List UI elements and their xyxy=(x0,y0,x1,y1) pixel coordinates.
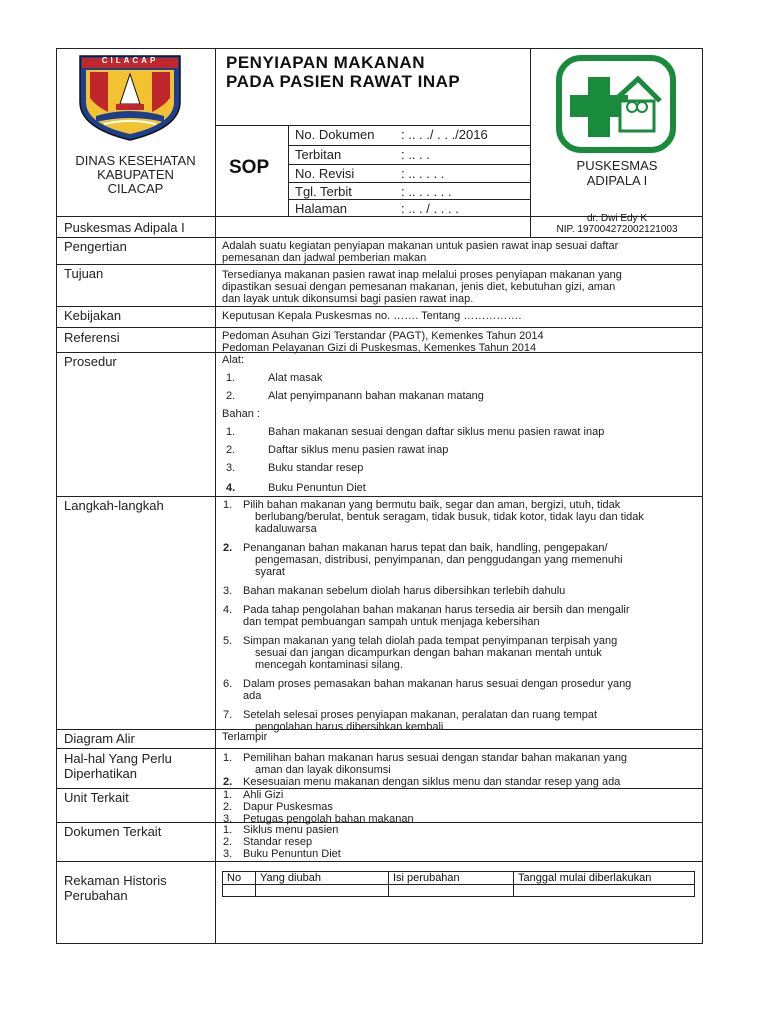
label-line: Rekaman Historis xyxy=(64,873,167,888)
item-text: Dapur Puskesmas xyxy=(243,801,333,813)
label-prosedur: Prosedur xyxy=(64,354,117,369)
meta-value: : .. . . . . . xyxy=(401,184,452,199)
list-item: 1. Ahli Gizi xyxy=(223,789,284,801)
list-item: 3. Petugas pengolah bahan makanan xyxy=(223,813,414,825)
title-line: PADA PASIEN RAWAT INAP xyxy=(226,72,461,91)
section-line xyxy=(56,748,703,749)
text-line: aman dan layak dikonsumsi xyxy=(255,764,391,776)
table-header-cell: Tanggal mulai diberlakukan xyxy=(514,872,695,885)
document-title xyxy=(226,53,460,91)
text-line: Tersedianya makanan pasien rawat inap melalui proses penyiapan makanan yang xyxy=(222,269,622,281)
list-item: 2. Penanganan bahan makanan harus tepat dan baik, handling, pengepakan/ pengemasan, distribusi, penyimpanan, dan penggudangan yang memenuhi syarat xyxy=(217,542,695,578)
langkah-list xyxy=(217,499,695,733)
right-org-name xyxy=(531,158,703,188)
section-line xyxy=(56,861,703,862)
text-line: ada xyxy=(243,690,262,702)
table-header-cell: Yang diubah xyxy=(256,872,389,885)
signer-name: dr. Dwi Edy K xyxy=(586,213,648,224)
label-hal xyxy=(64,751,172,781)
org-line: DINAS KESEHATAN xyxy=(75,153,196,168)
text-line: Pada tahap pengolahan bahan makanan harus tersedia air bersih dan mengalir xyxy=(243,604,630,616)
table-cell xyxy=(389,885,514,897)
section-line xyxy=(56,264,703,265)
bahan-list xyxy=(220,426,690,494)
text-line: Pilih bahan makanan yang bermutu baik, segar dan aman, bergizi, utuh, tidak xyxy=(243,499,621,511)
section-line xyxy=(56,237,703,238)
list-item: 1. Pemilihan bahan makanan harus sesuai dengan standar bahan makanan yang aman dan layak dikonsumsi xyxy=(217,752,695,776)
tujuan-text xyxy=(222,269,697,305)
label-dokumen: Dokumen Terkait xyxy=(64,824,162,839)
list-item: 4. Buku Penuntun Diet xyxy=(226,482,366,494)
text-line: Simpan makanan yang telah diolah pada tempat penyimpanan terpisah yang xyxy=(243,635,618,647)
meta-label: No. Dokumen xyxy=(295,127,375,142)
meta-tgl-terbit xyxy=(295,184,525,199)
section-line xyxy=(56,306,703,307)
label-line: Diperhatikan xyxy=(64,766,137,781)
list-item: 6. Dalam proses pemasakan bahan makanan harus sesuai dengan prosedur yang ada xyxy=(217,678,695,702)
list-item: 2. Daftar siklus menu pasien rawat inap xyxy=(226,444,449,456)
text-line: Setelah selesai proses penyiapan makanan, peralatan dan ruang tempat xyxy=(243,709,598,721)
meta-no-dokumen xyxy=(295,127,525,142)
label-tujuan: Tujuan xyxy=(64,266,104,281)
label-referensi: Referensi xyxy=(64,330,120,345)
meta-no-revisi xyxy=(295,166,525,181)
list-item: 7. Setelah selesai proses penyiapan makanan, peralatan dan ruang tempat pengolahan harus dibersihkan kembali xyxy=(217,709,695,733)
text-line: pengolahan harus dibersihkan kembali xyxy=(255,721,444,733)
puskesmas-logo xyxy=(556,55,676,153)
list-item: 4. Pada tahap pengolahan bahan makanan harus tersedia air bersih dan mengalir dan tempat pembuangan sampah untuk menjaga kebersihan xyxy=(217,604,695,628)
text-line: Dalam proses pemasakan bahan makanan harus sesuai dengan prosedur yang xyxy=(243,678,632,690)
list-item: 5. Simpan makanan yang telah diolah pada tempat penyimpanan terpisah yang sesuai dan jangan dicampurkan dengan bahan makanan mentah untuk mencegah kontaminasi silang. xyxy=(217,635,695,671)
table-cell xyxy=(223,885,256,897)
text-line: pemesanan dan jadwal pemberian makan xyxy=(222,252,427,264)
item-text: Buku Penuntun Diet xyxy=(243,848,341,860)
list-item: 3. Buku standar resep xyxy=(226,462,364,474)
section-line xyxy=(56,327,703,328)
list-item: 1. Bahan makanan sesuai dengan daftar siklus menu pasien rawat inap xyxy=(226,426,605,438)
item-text: Siklus menu pasien xyxy=(243,824,339,836)
meta-row-line xyxy=(288,182,530,183)
signer xyxy=(531,213,703,235)
cilacap-logo xyxy=(74,52,186,142)
meta-terbitan xyxy=(295,147,525,162)
item-text: Buku standar resep xyxy=(268,462,364,474)
table-cell xyxy=(256,885,389,897)
header-right-divider xyxy=(530,48,531,238)
title-line: PENYIAPAN MAKANAN xyxy=(226,53,425,72)
text-line: dipastikan sesuai dengan pemesanan makanan, jenis diet, kebutuhan gizi, aman xyxy=(222,281,616,293)
right-org-line: ADIPALA I xyxy=(586,173,648,188)
dokumen-list xyxy=(217,824,695,860)
text-line: Penanganan bahan makanan harus tepat dan baik, handling, pengepakan/ xyxy=(243,542,608,554)
label-pengertian: Pengertian xyxy=(64,239,127,254)
label-kebijakan: Kebijakan xyxy=(64,308,122,323)
label-diagram: Diagram Alir xyxy=(64,731,135,746)
meta-value: : .. . / . . . . xyxy=(401,201,459,216)
meta-divider xyxy=(288,125,289,216)
item-text: Ahli Gizi xyxy=(243,789,284,801)
text-line: Adalah suatu kegiatan penyiapan makanan untuk pasien rawat inap sesuai daftar xyxy=(222,240,619,252)
list-item: 2. Kesesuaian menu makanan dengan siklus menu dan standar resep yang ada xyxy=(217,776,695,788)
meta-row-line xyxy=(288,145,530,146)
hal-list xyxy=(217,752,695,788)
text-line: Bahan makanan sebelum diolah harus dibersihkan terlebih dahulu xyxy=(243,585,566,597)
meta-row-line xyxy=(288,199,530,200)
list-item: 1. Siklus menu pasien xyxy=(223,824,339,836)
org-line: KABUPATEN xyxy=(97,167,174,182)
text-line: pengemasan, distribusi, penyimpanan, dan penggudangan yang memenuhi xyxy=(255,554,623,566)
meta-value: : .. . . . . xyxy=(401,166,445,181)
referensi-text xyxy=(222,330,544,354)
list-item: 1. Alat masak xyxy=(226,372,323,384)
item-text: Alat masak xyxy=(268,372,323,384)
text-line: Pedoman Pelayanan Gizi di Puskesmas, Kemenkes Tahun 2014 xyxy=(222,342,537,354)
item-text: Buku Penuntun Diet xyxy=(268,482,366,494)
unit-left: Puskesmas Adipala I xyxy=(64,220,185,235)
label-langkah: Langkah-langkah xyxy=(64,498,164,513)
table-header-cell: Isi perubahan xyxy=(389,872,514,885)
alat-list xyxy=(220,372,690,402)
table-header-cell: No xyxy=(223,872,256,885)
item-text: Daftar siklus menu pasien rawat inap xyxy=(268,444,449,456)
text-line: dan layak untuk dikonsumsi bagi pasien rawat inap. xyxy=(222,293,474,305)
unit-list xyxy=(217,789,695,825)
meta-value: : .. . ./ . . ./2016 xyxy=(401,127,488,142)
item-text: Bahan makanan sesuai dengan daftar siklus menu pasien rawat inap xyxy=(268,426,605,438)
meta-value: : .. . . xyxy=(401,147,430,162)
meta-label: Tgl. Terbit xyxy=(295,184,352,199)
section-line xyxy=(56,496,703,497)
text-line: Pedoman Asuhan Gizi Terstandar (PAGT), Kemenkes Tahun 2014 xyxy=(222,330,544,342)
right-org-line: PUSKESMAS xyxy=(576,158,658,173)
list-item: 2. Standar resep xyxy=(223,836,313,848)
item-text: Standar resep xyxy=(243,836,313,848)
text-line: berlubang/berulat, bentuk seragam, tidak busuk, tidak kotor, tidak layu dan tidak xyxy=(255,511,644,523)
org-name xyxy=(56,154,215,196)
meta-label: Halaman xyxy=(295,201,348,216)
text-line: Kesesuaian menu makanan dengan siklus menu dan standar resep yang ada xyxy=(243,776,621,788)
history-table xyxy=(222,871,695,897)
diagram-text: Terlampir xyxy=(222,731,268,743)
label-rekaman xyxy=(64,873,167,903)
sop-label: SOP xyxy=(229,157,270,178)
prosedur-bahan-label: Bahan : xyxy=(222,408,260,420)
title-bottom-line xyxy=(215,125,530,126)
item-text: Alat penyimpanann bahan makanan matang xyxy=(268,390,484,402)
signer-nip: NIP. 197004272002121003 xyxy=(556,224,678,235)
label-unit: Unit Terkait xyxy=(64,790,129,805)
text-line: kadaluwarsa xyxy=(255,523,317,535)
text-line: Pemilihan bahan makanan harus sesuai dengan standar bahan makanan yang xyxy=(243,752,628,764)
prosedur-alat-label: Alat: xyxy=(222,354,245,366)
text-line: syarat xyxy=(255,566,285,578)
table-header-row xyxy=(223,872,695,885)
meta-halaman xyxy=(295,201,525,216)
list-item: 2. Dapur Puskesmas xyxy=(223,801,333,813)
table-row xyxy=(223,885,695,897)
text-line: sesuai dan jangan dicampurkan dengan bahan makanan mentah untuk xyxy=(255,647,602,659)
meta-label: No. Revisi xyxy=(295,166,355,181)
list-item: 3. Buku Penuntun Diet xyxy=(223,848,341,860)
label-line: Perubahan xyxy=(64,888,128,903)
meta-row-line xyxy=(288,164,530,165)
list-item: 2. Alat penyimpanann bahan makanan matang xyxy=(226,390,484,402)
label-line: Hal-hal Yang Perlu xyxy=(64,751,172,766)
meta-label: Terbitan xyxy=(295,147,342,162)
list-item: 3. Bahan makanan sebelum diolah harus dibersihkan terlebih dahulu xyxy=(217,585,695,597)
text-line: mencegah kontaminasi silang. xyxy=(255,659,403,671)
item-text: Petugas pengolah bahan makanan xyxy=(243,813,414,825)
org-line: CILACAP xyxy=(107,181,164,196)
logo-name: CILACAP xyxy=(101,56,159,65)
table-cell xyxy=(514,885,695,897)
text-line: dan tempat pembuangan sampah untuk menjaga kebersihan xyxy=(243,616,540,628)
pengertian-text xyxy=(222,240,697,264)
kebijakan-text: Keputusan Kepala Puskesmas no. ……. Tentang ……………. xyxy=(222,310,522,322)
list-item: 1. Pilih bahan makanan yang bermutu baik, segar dan aman, bergizi, utuh, tidak berlubang/berulat, bentuk seragam, tidak busuk, tidak kotor, tidak layu dan tidak kadaluwarsa xyxy=(217,499,695,535)
